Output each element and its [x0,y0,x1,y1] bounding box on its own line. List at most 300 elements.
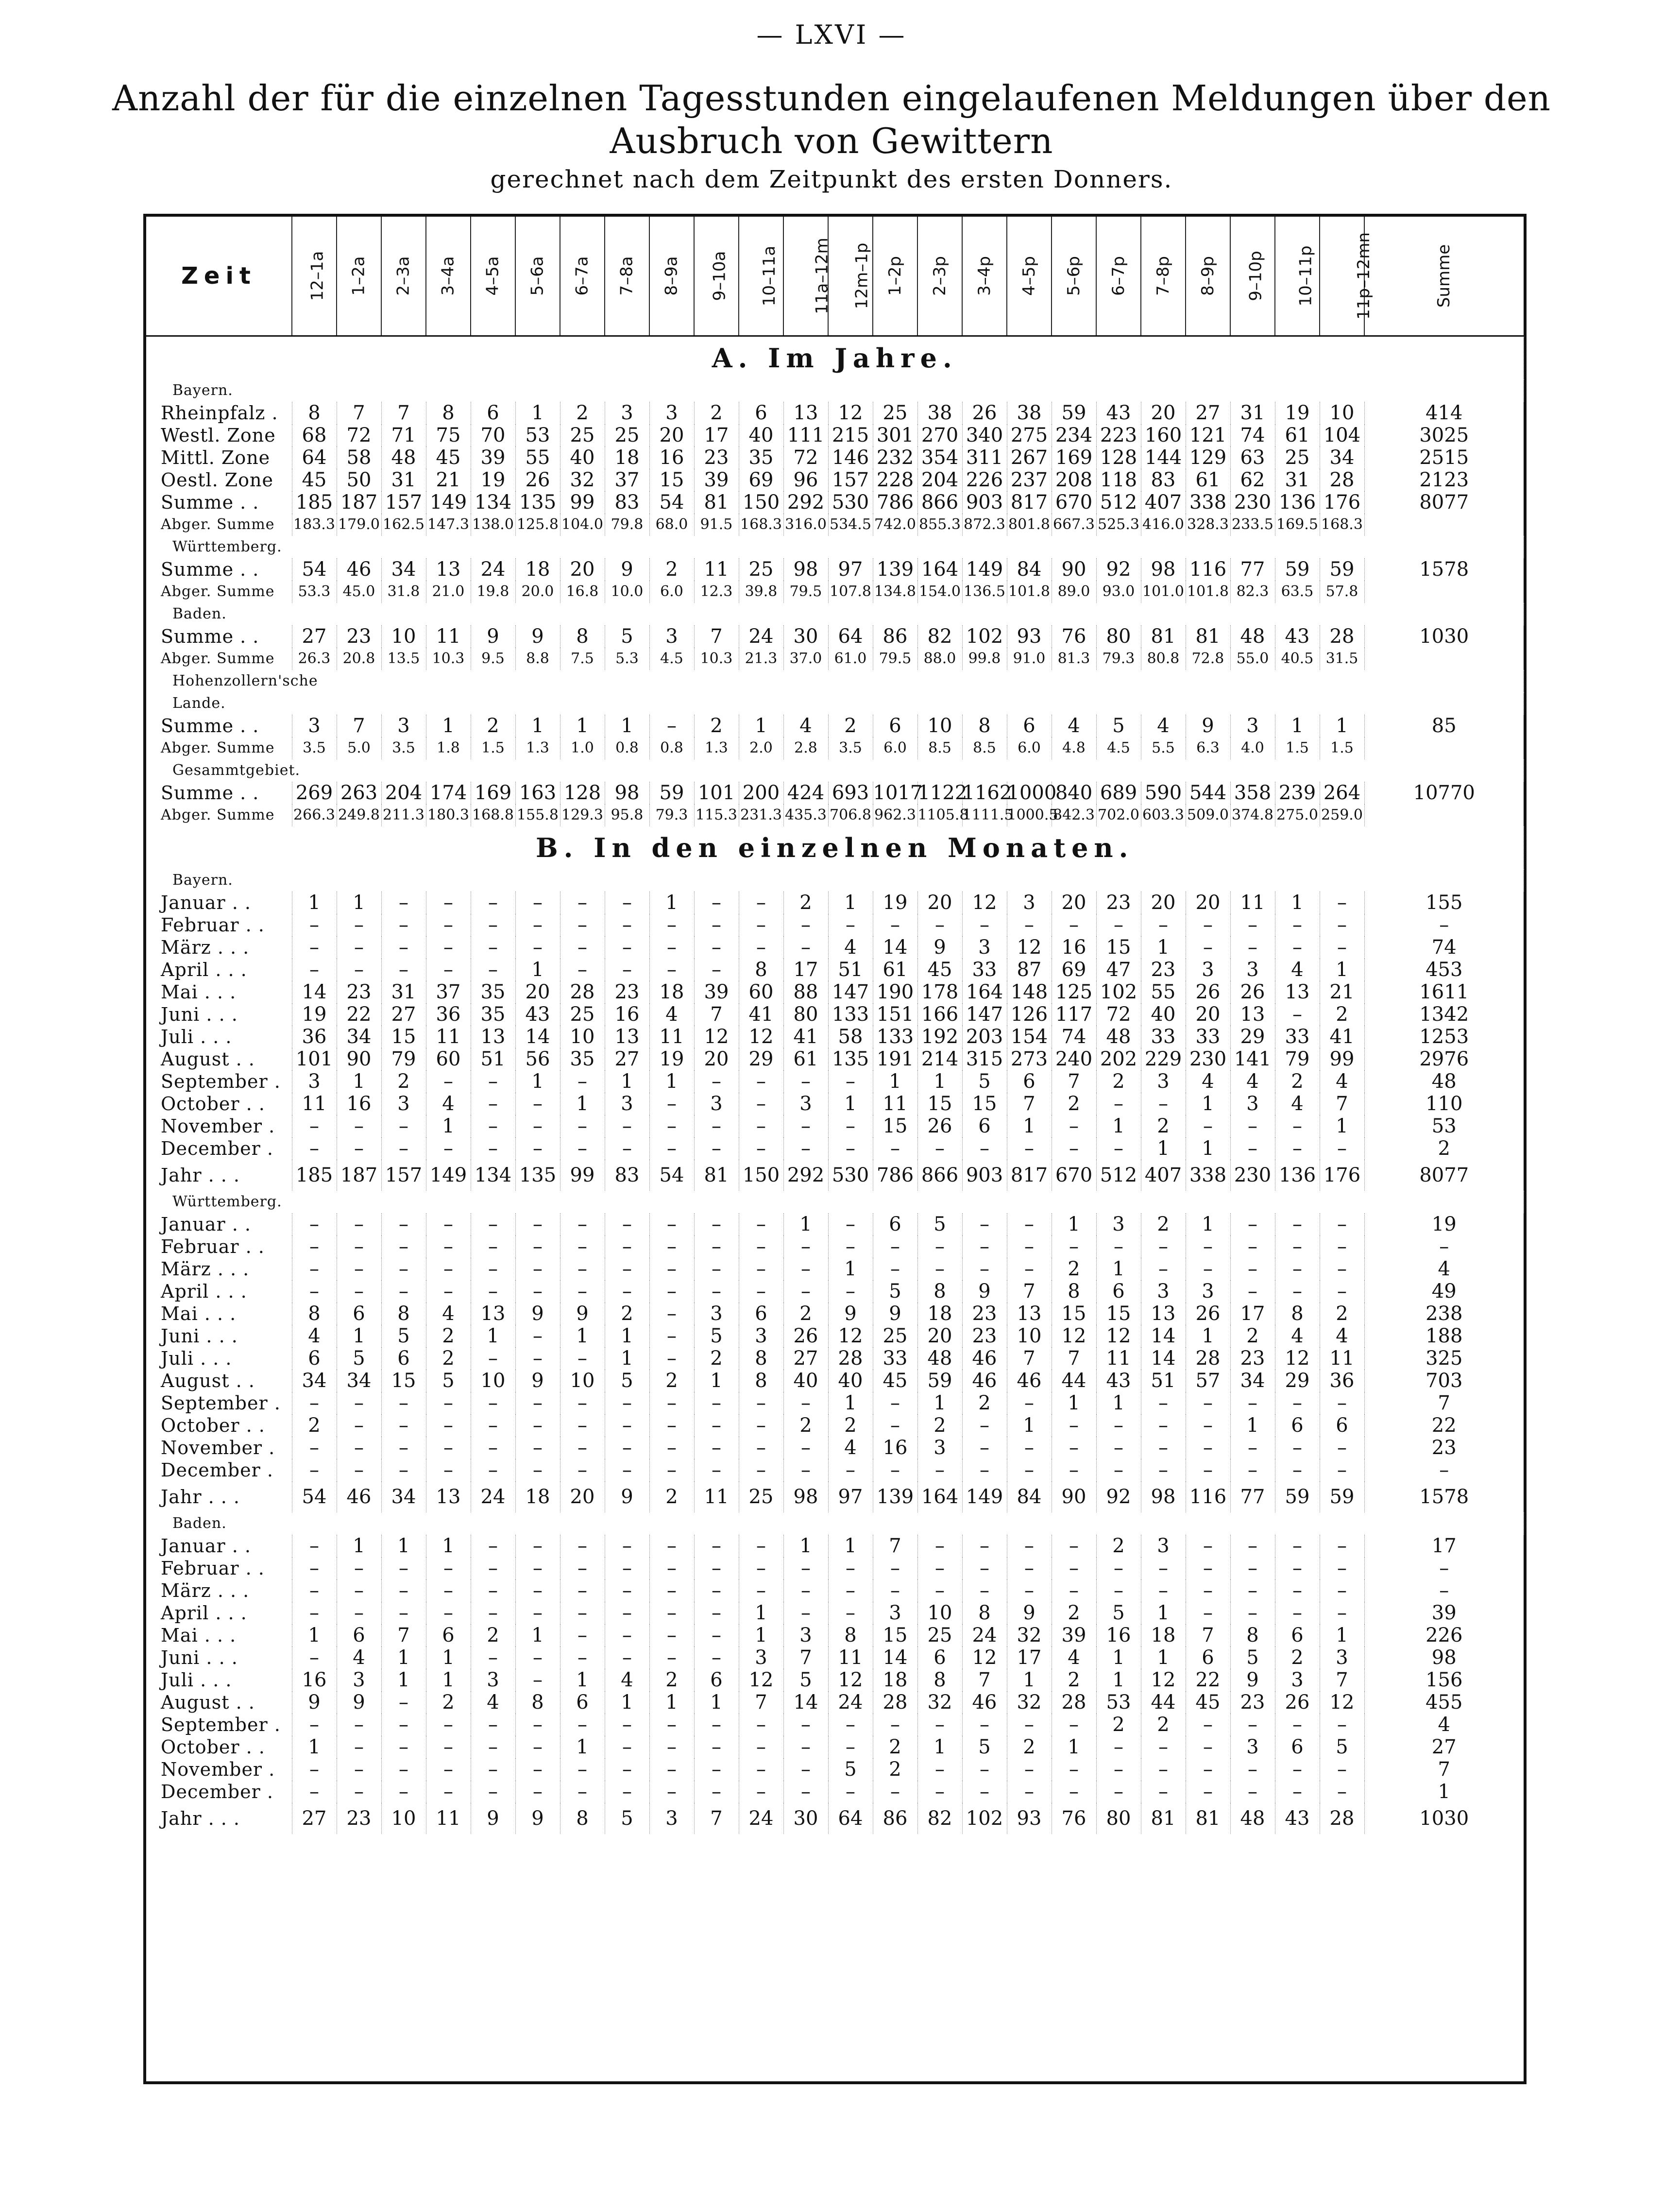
column-header [1275,217,1320,336]
table-cell: – [739,1781,783,1803]
table-cell: – [605,1758,649,1781]
table-cell: 98 [783,1481,828,1512]
table-cell: – [694,1137,739,1160]
table-row [146,1347,1524,1370]
table-cell: 20.8 [337,648,381,670]
table-cell: 786 [873,491,917,514]
table-cell: – [873,1459,917,1481]
table-cell: 842.3 [1052,804,1096,826]
table-cell: 3 [1096,1213,1141,1235]
table-cell: 1 [649,1691,694,1714]
table-cell: 1.0 [560,737,605,759]
table-cell: 4 [1275,959,1320,981]
table-cell: – [292,1459,337,1481]
table-cell: 68 [292,424,337,446]
table-cell: 174 [426,782,471,804]
table-cell: – [649,1714,694,1736]
table-cell: 64 [828,1803,873,1834]
table-cell: 62 [1230,469,1275,491]
table-cell: 79.3 [649,804,694,826]
table-cell: 41 [739,1003,783,1026]
table-row [146,1669,1524,1691]
table-cell: 7 [1320,1093,1364,1115]
table-cell: 19.8 [471,581,515,603]
table-cell: 98 [1141,558,1186,581]
table-cell: 237 [1007,469,1052,491]
table-cell: 6 [1320,1414,1364,1437]
table-cell: 230 [1230,1160,1275,1191]
table-cell: 9 [515,1803,560,1834]
table-cell: – [649,1235,694,1258]
table-cell: 32 [1007,1691,1052,1714]
table-cell: 121 [1186,424,1230,446]
table-cell: – [381,1137,426,1160]
table-cell: 5 [381,1325,426,1347]
table-cell: 4 [292,1325,337,1347]
table-cell: 40 [560,446,605,469]
table-cell: 226 [1425,1624,1463,1646]
table-cell: – [649,1258,694,1280]
table-cell: – [1230,1459,1275,1481]
table-cell: – [739,1414,783,1437]
table-cell: 1 [1141,936,1186,959]
table-cell: – [1141,1414,1186,1437]
table-cell: – [471,1714,515,1736]
table-cell: – [337,1602,381,1624]
table-cell: – [560,959,605,981]
table-cell: 8077 [1419,1164,1469,1186]
table-cell: – [694,1437,739,1459]
table-cell: – [426,936,471,959]
table-cell: – [783,1115,828,1137]
table-cell: 703 [1425,1370,1463,1392]
table-cell: 8 [739,1370,783,1392]
table-cell: – [1186,1602,1230,1624]
row-label: Summe . . [146,782,292,804]
table-cell: 24 [739,1803,783,1834]
table-cell: 116 [1186,558,1230,581]
table-cell: 424 [783,782,828,804]
table-cell: 17 [694,424,739,446]
row-label: Summe . . [146,625,292,648]
table-cell: – [1230,1781,1275,1803]
table-cell: – [515,1235,560,1258]
table-cell: 2 [1007,1736,1052,1758]
row-label: Mai . . . [146,1303,292,1325]
table-cell: 27 [292,625,337,648]
table-cell: 4 [605,1669,649,1691]
table-cell: – [560,1414,605,1437]
table-cell: 44 [1141,1691,1186,1714]
table-row [146,914,1524,936]
table-cell: – [1320,1579,1364,1602]
table-cell: 455 [1425,1691,1463,1714]
table-cell: 1 [515,959,560,981]
group-label-row [146,536,1524,558]
table-cell: 512 [1096,1160,1141,1191]
column-header [605,217,649,336]
table-cell: 11 [426,625,471,648]
table-cell: – [1096,914,1141,936]
table-cell: 28 [1320,1803,1364,1834]
table-cell: 4 [1275,1325,1320,1347]
table-cell: 3 [1141,1280,1186,1303]
table-cell: 92 [1096,1481,1141,1512]
table-cell: – [694,1557,739,1579]
column-header [1052,217,1096,336]
group-label-row [146,603,1524,625]
table-cell: 48 [1431,1070,1457,1093]
table-cell: – [828,1736,873,1758]
table-cell: – [1320,1137,1364,1160]
table-cell: – [962,1579,1007,1602]
table-cell: 101 [694,782,739,804]
table-cell: 534.5 [828,514,873,536]
table-cell: – [694,936,739,959]
table-cell: – [962,1213,1007,1235]
table-cell: 71 [381,424,426,446]
table-cell: – [739,1714,783,1736]
table-cell: 840 [1052,782,1096,804]
table-cell: – [783,1437,828,1459]
table-cell: 240 [1052,1048,1096,1070]
table-cell: 61 [873,959,917,981]
table-cell: – [1230,1437,1275,1459]
table-cell: – [605,936,649,959]
table-cell: – [292,1646,337,1669]
table-cell: – [1275,1758,1320,1781]
table-row [146,1026,1524,1048]
table-cell: 37.0 [783,648,828,670]
table-cell: – [1275,1280,1320,1303]
page-number: — LXVI — [756,19,907,50]
table-cell: – [828,1602,873,1624]
table-cell: 1 [1186,1213,1230,1235]
table-cell: 1 [1007,1115,1052,1137]
table-cell: – [560,1137,605,1160]
table-cell: – [828,1235,873,1258]
table-cell: 11 [649,1026,694,1048]
row-label: September . [146,1392,292,1414]
column-header [337,217,381,336]
table-cell: 54 [292,558,337,581]
table-cell: 125.8 [515,514,560,536]
table-cell: 1 [694,1691,739,1714]
table-cell: 13 [426,558,471,581]
table-cell: – [828,1557,873,1579]
table-cell: 2 [649,1669,694,1691]
table-cell: 12 [828,1325,873,1347]
table-cell: 1 [1052,1736,1096,1758]
table-cell: 2 [828,715,873,737]
table-cell: – [605,1280,649,1303]
table-cell: 5 [605,1370,649,1392]
table-cell: – [739,1758,783,1781]
table-cell: 169 [1052,446,1096,469]
table-cell: 59 [649,782,694,804]
table-cell: – [471,914,515,936]
table-cell: – [1275,1781,1320,1803]
row-label: August . . [146,1691,292,1714]
table-cell: 3 [292,1070,337,1093]
table-cell: 2 [917,1414,962,1437]
table-cell: 1 [739,715,783,737]
table-cell: 801.8 [1007,514,1052,536]
table-cell: – [337,1714,381,1736]
column-header [426,217,471,336]
table-cell: – [560,1758,605,1781]
table-cell: 3 [962,936,1007,959]
table-cell: – [381,914,426,936]
table-cell: 79.5 [873,648,917,670]
table-cell: 5 [962,1736,1007,1758]
table-cell: – [783,1235,828,1258]
table-cell: 41 [783,1026,828,1048]
table-cell: 10 [1320,402,1364,424]
table-cell: 88 [783,981,828,1003]
table-cell: – [739,1258,783,1280]
table-cell: 90 [337,1048,381,1070]
table-cell: 3 [917,1437,962,1459]
row-label: November . [146,1758,292,1781]
table-cell: – [1275,1437,1320,1459]
table-cell: 17 [1431,1535,1457,1557]
table-cell: 1 [605,715,649,737]
table-cell: 12 [1141,1669,1186,1691]
table-cell: – [381,1115,426,1137]
table-cell: – [426,1213,471,1235]
table-cell: 1 [560,1669,605,1691]
table-row [146,514,1524,536]
table-cell: 1 [1141,1646,1186,1669]
table-cell: 41 [1320,1026,1364,1048]
table-cell: 57.8 [1320,581,1364,603]
table-cell: 125 [1052,981,1096,1003]
table-cell: – [1007,914,1052,936]
row-label: December . [146,1459,292,1481]
table-cell: – [1320,914,1364,936]
table-cell: – [694,1579,739,1602]
table-cell: 15 [873,1115,917,1137]
table-cell: 12 [1052,1325,1096,1347]
table-cell: 6 [1007,1070,1052,1093]
table-cell: 139 [873,558,917,581]
table-cell: 1 [694,1370,739,1392]
table-cell: – [605,914,649,936]
table-cell: 1 [515,402,560,424]
table-cell: – [828,1280,873,1303]
table-cell: – [917,1235,962,1258]
table-cell: 2123 [1419,469,1469,491]
table-cell: 1 [292,892,337,914]
table-cell: 35 [471,981,515,1003]
table-cell: 4 [1320,1325,1364,1347]
table-cell: 1 [337,1070,381,1093]
table-cell: 16 [1052,936,1096,959]
row-label: Juni . . . [146,1003,292,1026]
table-row [146,1414,1524,1437]
table-cell: 1 [828,1535,873,1557]
table-cell: 6 [917,1646,962,1669]
table-cell: 151 [873,1003,917,1026]
table-cell: – [1275,1602,1320,1624]
table-cell: – [337,1459,381,1481]
table-cell: 24 [471,558,515,581]
table-cell: 11 [1096,1347,1141,1370]
table-cell: 2 [1230,1325,1275,1347]
column-header [1096,217,1141,336]
table-cell: 102 [1096,981,1141,1003]
column-header [560,217,605,336]
table-cell: – [783,1459,828,1481]
table-cell: 63.5 [1275,581,1320,603]
table-cell: – [783,936,828,959]
table-cell: 98 [783,558,828,581]
table-cell: 36 [292,1026,337,1048]
table-cell: – [1007,1137,1052,1160]
table-cell: 17 [1230,1303,1275,1325]
table-cell: 2 [471,1624,515,1646]
table-cell: 91.0 [1007,648,1052,670]
table-cell: 866 [917,491,962,514]
table-cell: – [292,1280,337,1303]
table-cell: 273 [1007,1048,1052,1070]
table-cell: – [873,1579,917,1602]
table-cell: – [1186,1579,1230,1602]
table-cell: – [1186,1781,1230,1803]
table-cell: – [1052,1459,1096,1481]
table-cell: 8 [515,1691,560,1714]
table-cell: 126 [1007,1003,1052,1026]
table-cell: – [694,1459,739,1481]
table-cell: – [1320,892,1364,914]
table-cell: – [917,1758,962,1781]
table-row [146,581,1524,603]
table-cell: – [605,1115,649,1137]
table-cell: 6 [337,1303,381,1325]
table-cell: 45 [1186,1691,1230,1714]
table-cell: – [1141,1736,1186,1758]
table-cell: – [1007,1258,1052,1280]
table-cell: 1 [426,1535,471,1557]
table-cell: – [739,1579,783,1602]
table-cell: – [1186,1392,1230,1414]
table-cell: 10 [560,1370,605,1392]
table-cell: – [292,1392,337,1414]
column-header [694,217,739,336]
table-cell: – [1320,1557,1364,1579]
table-cell: 147 [962,1003,1007,1026]
table-cell: – [962,1535,1007,1557]
table-cell: 21 [1320,981,1364,1003]
table-cell: – [426,1714,471,1736]
table-cell: – [1230,1235,1275,1258]
table-cell: – [381,1736,426,1758]
table-cell: 27 [1431,1736,1457,1758]
table-cell: – [1320,1213,1364,1235]
table-cell: 292 [783,491,828,514]
row-label: November . [146,1437,292,1459]
table-cell: – [739,1280,783,1303]
table-cell: 93 [1007,625,1052,648]
table-cell: 1 [1096,1392,1141,1414]
table-cell: 6 [560,1691,605,1714]
group-label: Württemberg. [146,1191,1524,1213]
table-cell: – [426,1602,471,1624]
table-cell: 23 [337,981,381,1003]
table-cell: 2.0 [739,737,783,759]
table-cell: – [873,1137,917,1160]
row-label: Oestl. Zone [146,469,292,491]
table-cell: 53 [1431,1115,1457,1137]
table-cell: – [1052,1781,1096,1803]
table-cell: 6 [1096,1280,1141,1303]
table-cell: 69 [739,469,783,491]
table-cell: 11 [828,1646,873,1669]
row-label: Summe . . [146,491,292,514]
table-cell: 1162 [962,782,1012,804]
table-cell: – [515,1736,560,1758]
section-heading: B. In den einzelnen Monaten. [146,826,1524,869]
table-cell: 89.0 [1052,581,1096,603]
table-cell: 1 [739,1602,783,1624]
table-cell: 11 [426,1803,471,1834]
table-cell: 4 [426,1093,471,1115]
table-cell: 3 [694,1093,739,1115]
table-cell: 77 [1230,558,1275,581]
table-cell: – [649,715,694,737]
table-cell: 55.0 [1230,648,1275,670]
table-cell: – [605,1714,649,1736]
table-cell: 20 [1186,892,1230,914]
table-row [146,1557,1524,1579]
table-cell: – [739,914,783,936]
table-cell: 30 [783,1803,828,1834]
table-cell: – [560,1714,605,1736]
table-cell: 3 [1141,1070,1186,1093]
table-row [146,1115,1524,1137]
table-cell: 8.5 [962,737,1007,759]
table-cell: – [426,1280,471,1303]
table-cell: 5.5 [1141,737,1186,759]
table-cell: 23 [962,1303,1007,1325]
table-cell: 270 [917,424,962,446]
table-cell: – [739,1070,783,1093]
table-cell: 10.3 [694,648,739,670]
row-label: December . [146,1781,292,1803]
table-cell: – [471,1758,515,1781]
table-cell: 9 [828,1303,873,1325]
group-label: Württemberg. [146,536,1524,558]
table-cell: 3 [1320,1646,1364,1669]
table-row [146,424,1524,446]
table-cell: – [1141,1437,1186,1459]
table-cell: 91.5 [694,514,739,536]
table-cell: 6.3 [1186,737,1230,759]
row-label: Abger. Summe [146,514,292,536]
table-cell: 2 [1052,1093,1096,1115]
table-cell: 111 [783,424,828,446]
table-cell: – [739,1093,783,1115]
table-cell: 3 [783,1624,828,1646]
table-cell: 10 [1007,1325,1052,1347]
table-cell: 435.3 [783,804,828,826]
table-cell: – [426,1758,471,1781]
table-cell: – [1230,936,1275,959]
table-cell: 72 [337,424,381,446]
table-cell: – [962,914,1007,936]
table-cell: – [649,1414,694,1437]
